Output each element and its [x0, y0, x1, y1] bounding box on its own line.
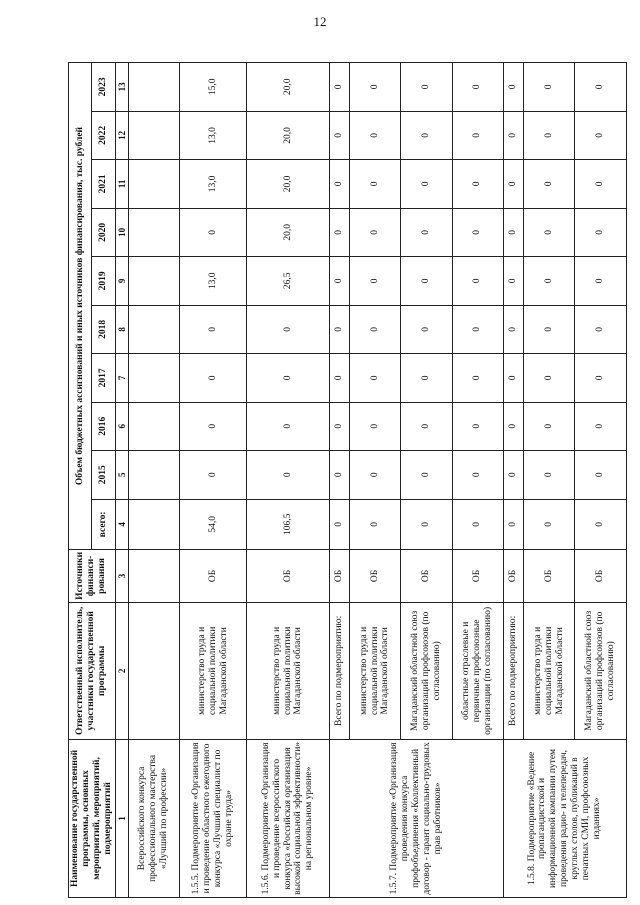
cell-year-value: 0	[401, 63, 452, 112]
cell-year-value: 0	[329, 208, 349, 256]
cell-source: ОБ	[452, 550, 503, 603]
cell-year-value	[128, 451, 179, 499]
column-number: 2	[115, 602, 128, 739]
cell-year-value: 20,0	[247, 160, 330, 208]
column-number: 3	[115, 550, 128, 603]
cell-source	[128, 550, 179, 603]
cell-year-value: 0	[503, 305, 523, 353]
cell-responsible: Всего по подмероприятию:	[329, 602, 349, 739]
cell-source: ОБ	[349, 550, 400, 603]
column-number: 4	[115, 499, 128, 550]
cell-year-value: 0	[329, 451, 349, 499]
cell-year-value: 0	[452, 257, 503, 305]
column-number: 1	[115, 739, 128, 897]
cell-year-value: 0	[349, 257, 400, 305]
table-row	[128, 63, 179, 898]
cell-year-value: 0	[452, 111, 503, 159]
table-row	[329, 63, 349, 898]
cell-year-value: 0	[329, 111, 349, 159]
cell-year-value: 0	[247, 305, 330, 353]
cell-responsible: Магаданский областной союз организаций профсоюзов (по согласованию)	[401, 602, 452, 739]
cell-responsible: министерство труда и социальной политики Магаданской области	[349, 602, 400, 739]
header-year-2017: 2017	[92, 354, 115, 402]
cell-year-value: 0	[452, 63, 503, 112]
cell-responsible: областные отраслевые и первичные профсоюзные организации (по согласованию)	[452, 602, 503, 739]
cell-name: Всероссийского конкурса профессионального мастерства «Лучший по профессии»	[128, 739, 179, 897]
cell-responsible: министерство труда и социальной политики Магаданской области	[247, 602, 330, 739]
cell-year-value: 0	[452, 160, 503, 208]
cell-year-value: 0	[523, 354, 574, 402]
cell-year-value: 0	[575, 63, 626, 112]
cell-source: ОБ	[575, 550, 626, 603]
cell-year-value: 0	[503, 257, 523, 305]
cell-year-value: 0	[401, 208, 452, 256]
cell-year-value: 0	[523, 451, 574, 499]
cell-responsible: Магаданский областной союз организаций профсоюзов (по согласованию)	[575, 602, 626, 739]
cell-total: 0	[575, 499, 626, 550]
cell-year-value: 0	[452, 208, 503, 256]
cell-year-value: 0	[575, 111, 626, 159]
cell-year-value: 0	[247, 354, 330, 402]
cell-year-value: 0	[247, 451, 330, 499]
cell-source: ОБ	[523, 550, 574, 603]
cell-year-value: 0	[503, 160, 523, 208]
cell-year-value: 0	[575, 402, 626, 450]
cell-year-value: 0	[401, 451, 452, 499]
column-number: 5	[115, 451, 128, 499]
cell-year-value: 20,0	[247, 208, 330, 256]
cell-responsible: министерство труда и социальной политики Магаданской области	[180, 602, 247, 739]
header-source: Источники финанси-рования	[69, 550, 116, 603]
table-row	[247, 63, 330, 898]
cell-name: 1.5.6. Подмероприятие «Организация и проведение всероссийского конкурса «Российская организация высокой социальной эффективности» на региональном уровне»	[247, 739, 330, 897]
header-year-2020: 2020	[92, 208, 115, 256]
header-year-2021: 2021	[92, 160, 115, 208]
cell-year-value: 0	[452, 305, 503, 353]
cell-source: ОБ	[503, 550, 523, 603]
cell-total: 0	[329, 499, 349, 550]
cell-year-value: 0	[503, 451, 523, 499]
cell-name: 1.5.7. Подмероприятие «Организация проведения конкурса профобъединения «Коллективный договор - гарант социально-трудовых прав работников»	[329, 739, 503, 897]
cell-year-value: 0	[401, 160, 452, 208]
funding-table	[68, 62, 627, 898]
cell-year-value	[128, 208, 179, 256]
cell-year-value	[128, 402, 179, 450]
header-year-2023: 2023	[92, 63, 115, 112]
cell-year-value: 0	[180, 208, 247, 256]
cell-year-value: 26,5	[247, 257, 330, 305]
cell-name: 1.5.8. Подмероприятие «Ведение пропагандистской и информационной компании путем проведения радио- и телепередач, круглых столов, публикаций в печатных СМИ, профсоюзных изданиях»	[503, 739, 626, 897]
header-year-2015: 2015	[92, 451, 115, 499]
cell-year-value: 0	[401, 402, 452, 450]
cell-year-value: 0	[523, 63, 574, 112]
cell-year-value	[128, 160, 179, 208]
cell-year-value: 0	[523, 208, 574, 256]
cell-year-value: 0	[452, 402, 503, 450]
cell-year-value: 0	[452, 451, 503, 499]
cell-total: 54,0	[180, 499, 247, 550]
cell-year-value: 0	[523, 402, 574, 450]
column-number: 6	[115, 402, 128, 450]
header-year-2019: 2019	[92, 257, 115, 305]
header-name: Наименование государственной программы, основных мероприятий, мероприятий, подмероприятий	[69, 739, 116, 897]
column-number: 8	[115, 305, 128, 353]
cell-year-value: 0	[503, 111, 523, 159]
cell-source: ОБ	[180, 550, 247, 603]
cell-year-value: 0	[575, 160, 626, 208]
cell-year-value: 0	[401, 257, 452, 305]
cell-source: ОБ	[247, 550, 330, 603]
cell-total: 0	[523, 499, 574, 550]
table-row	[180, 63, 247, 898]
column-number: 10	[115, 208, 128, 256]
cell-year-value: 0	[575, 354, 626, 402]
column-number: 11	[115, 160, 128, 208]
column-number: 9	[115, 257, 128, 305]
cell-year-value: 0	[523, 160, 574, 208]
cell-year-value: 0	[180, 451, 247, 499]
cell-year-value: 0	[401, 305, 452, 353]
cell-year-value: 0	[180, 354, 247, 402]
header-responsible: Ответственный исполнитель, участники государственной программы	[69, 602, 116, 739]
header-total: всего:	[92, 499, 115, 550]
cell-year-value: 0	[329, 354, 349, 402]
cell-year-value: 0	[349, 63, 400, 112]
cell-year-value: 13,0	[180, 111, 247, 159]
cell-year-value	[128, 354, 179, 402]
cell-total: 106,5	[247, 499, 330, 550]
column-number: 12	[115, 111, 128, 159]
cell-year-value	[128, 63, 179, 112]
cell-year-value: 0	[349, 208, 400, 256]
cell-year-value: 0	[349, 451, 400, 499]
cell-year-value: 13,0	[180, 160, 247, 208]
cell-year-value	[128, 305, 179, 353]
cell-year-value: 20,0	[247, 111, 330, 159]
cell-year-value: 0	[503, 63, 523, 112]
cell-responsible: министерство труда и социальной политики Магаданской области	[523, 602, 574, 739]
cell-year-value: 13,0	[180, 257, 247, 305]
header-funding: Объем бюджетных ассигнований и иных источников финансирования, тыс. рублей	[69, 63, 92, 550]
cell-year-value: 0	[452, 354, 503, 402]
cell-source: ОБ	[329, 550, 349, 603]
cell-year-value	[128, 111, 179, 159]
cell-year-value: 0	[503, 208, 523, 256]
column-number: 7	[115, 354, 128, 402]
column-number: 13	[115, 63, 128, 112]
cell-year-value: 0	[575, 208, 626, 256]
cell-year-value: 0	[329, 160, 349, 208]
table-row	[503, 63, 523, 898]
cell-year-value: 0	[349, 402, 400, 450]
cell-responsible	[128, 602, 179, 739]
header-year-2018: 2018	[92, 305, 115, 353]
header-year-2022: 2022	[92, 111, 115, 159]
cell-year-value: 0	[180, 402, 247, 450]
cell-year-value: 0	[180, 305, 247, 353]
cell-year-value: 0	[247, 402, 330, 450]
cell-year-value: 0	[575, 451, 626, 499]
cell-year-value: 0	[329, 63, 349, 112]
cell-year-value: 0	[329, 305, 349, 353]
funding-table-wrapper	[68, 62, 624, 898]
cell-year-value: 0	[503, 354, 523, 402]
cell-total: 0	[401, 499, 452, 550]
cell-year-value: 0	[401, 111, 452, 159]
cell-year-value: 0	[575, 257, 626, 305]
header-year-2016: 2016	[92, 402, 115, 450]
cell-year-value: 0	[349, 354, 400, 402]
cell-year-value: 15,0	[180, 63, 247, 112]
cell-year-value: 20,0	[247, 63, 330, 112]
cell-year-value: 0	[575, 305, 626, 353]
cell-name: 1.5.5. Подмероприятие «Организация и проведение областного ежегодного конкурса «Лучший специалист по охране труда»	[180, 739, 247, 897]
page-number: 12	[313, 14, 327, 29]
cell-total: 0	[349, 499, 400, 550]
cell-total: 0	[452, 499, 503, 550]
cell-total	[128, 499, 179, 550]
cell-year-value: 0	[523, 111, 574, 159]
cell-year-value: 0	[401, 354, 452, 402]
cell-year-value: 0	[523, 305, 574, 353]
cell-year-value	[128, 257, 179, 305]
cell-year-value: 0	[349, 111, 400, 159]
cell-year-value: 0	[503, 402, 523, 450]
cell-year-value: 0	[349, 305, 400, 353]
cell-responsible: Всего по подмероприятию:	[503, 602, 523, 739]
cell-source: ОБ	[401, 550, 452, 603]
cell-year-value: 0	[349, 160, 400, 208]
cell-year-value: 0	[523, 257, 574, 305]
cell-total: 0	[503, 499, 523, 550]
cell-year-value: 0	[329, 402, 349, 450]
cell-year-value: 0	[329, 257, 349, 305]
